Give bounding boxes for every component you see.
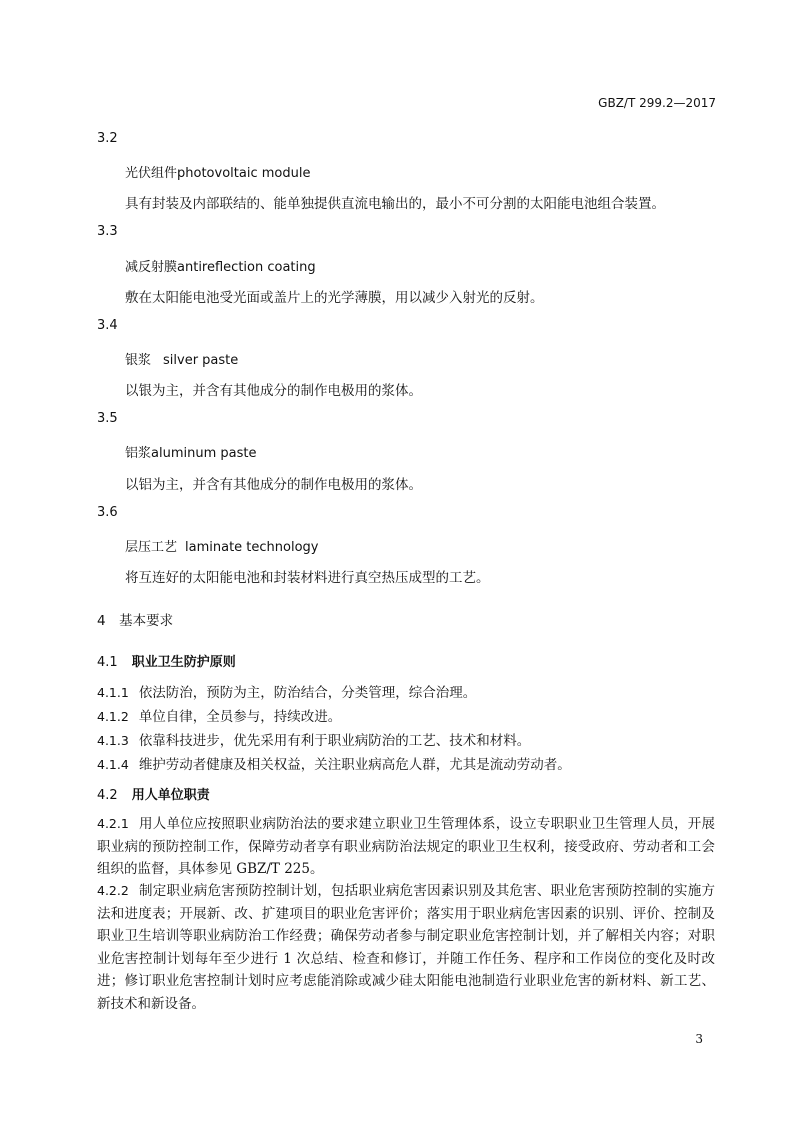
- term-number: 3.5: [97, 411, 118, 426]
- term-en: photovoltaic module: [177, 166, 311, 181]
- term-en: silver paste: [163, 353, 239, 368]
- clause-paragraph: [97, 880, 715, 1015]
- clause-item: [97, 705, 341, 725]
- page-number: 3: [695, 1032, 703, 1046]
- term-title: [125, 162, 310, 181]
- clause-item: [97, 729, 530, 749]
- term-en: laminate technology: [185, 540, 319, 555]
- term-number: 3.4: [97, 318, 118, 333]
- subsection-number: 4.1: [97, 655, 118, 670]
- term-cn: 光伏组件: [125, 166, 178, 181]
- term-title: [125, 442, 256, 461]
- clause-number: 4.1.1: [97, 685, 129, 700]
- term-definition: 以银为主，并含有其他成分的制作电极用的浆体。: [125, 383, 422, 399]
- term-en: antireflection coating: [177, 260, 316, 275]
- term-cn: 减反射膜: [125, 260, 178, 275]
- term-title: [125, 349, 238, 368]
- term-title: [125, 256, 316, 275]
- clause-number: 4.1.4: [97, 757, 129, 772]
- clause-number: 4.1.3: [97, 733, 129, 748]
- term-definition: 敷在太阳能电池受光面或盖片上的光学薄膜，用以减少入射光的反射。: [125, 290, 544, 306]
- clause-text: 维护劳动者健康及相关权益，关注职业病高危人群，尤其是流动劳动者。: [138, 757, 571, 773]
- term-cn: 银浆: [125, 353, 152, 368]
- clause-text: 依靠科技进步，优先采用有利于职业病防治的工艺、技术和材料。: [138, 733, 531, 749]
- term-title: [125, 536, 319, 555]
- term-definition: 以铝为主，并含有其他成分的制作电极用的浆体。: [125, 477, 422, 493]
- clause-item: [97, 753, 571, 773]
- term-number: 3.2: [97, 131, 118, 146]
- clause-item: [97, 681, 476, 701]
- clause-text: 制定职业病危害预防控制计划，包括职业病危害因素识别及其危害、职业危害预防控制的实施方法和进度表；开展新、改、扩建项目的职业危害评价；落实用于职业病危害因素的识别、评价、控制及职业卫生培训等职业病防治工作经费；确保劳动者参与制定职业危害控制计划，并了解相关内容；对职业危害控制计划每年至少进行 1 次总结、检查和修订，并随工作任务、程序和工作岗位的变化及时改进；修订职业危害控制计划时应考虑能消除或减少硅太阳能电池制造行业职业危害的新材料、新工艺、新技术和新设备。: [97, 883, 715, 1012]
- term-number: 3.6: [97, 505, 118, 520]
- clause-paragraph: [97, 813, 715, 881]
- document-code: GBZ/T 299.2—2017: [598, 96, 716, 110]
- section-heading: 4 基本要求: [97, 613, 174, 629]
- clause-number: 4.2.2: [97, 883, 129, 898]
- clause-number: 4.1.2: [97, 709, 129, 724]
- clause-number: 4.2.1: [97, 816, 129, 831]
- subsection-heading: [97, 784, 210, 803]
- term-cn: 层压工艺: [125, 540, 178, 555]
- term-cn: 铝浆: [125, 446, 152, 461]
- subsection-heading: [97, 651, 236, 670]
- clause-text: 单位自律，全员参与，持续改进。: [138, 709, 342, 725]
- subsection-title: 用人单位职责: [131, 788, 210, 803]
- subsection-number: 4.2: [97, 788, 118, 803]
- term-en: aluminum paste: [151, 446, 257, 461]
- clause-text: 依法防治，预防为主，防治结合，分类管理，综合治理。: [138, 685, 477, 701]
- clause-text: 用人单位应按照职业病防治法的要求建立职业卫生管理体系，设立专职职业卫生管理人员，开展职业病的预防控制工作，保障劳动者享有职业病防治法规定的职业卫生权利，接受政府、劳动者和工会组织的监督，具体参见 GBZ/T 225。: [97, 816, 715, 877]
- term-number: 3.3: [97, 224, 118, 239]
- term-definition: 具有封装及内部联结的、能单独提供直流电输出的，最小不可分割的太阳能电池组合装置。: [125, 196, 665, 212]
- term-definition: 将互连好的太阳能电池和封装材料进行真空热压成型的工艺。: [125, 570, 490, 586]
- subsection-title: 职业卫生防护原则: [131, 655, 236, 670]
